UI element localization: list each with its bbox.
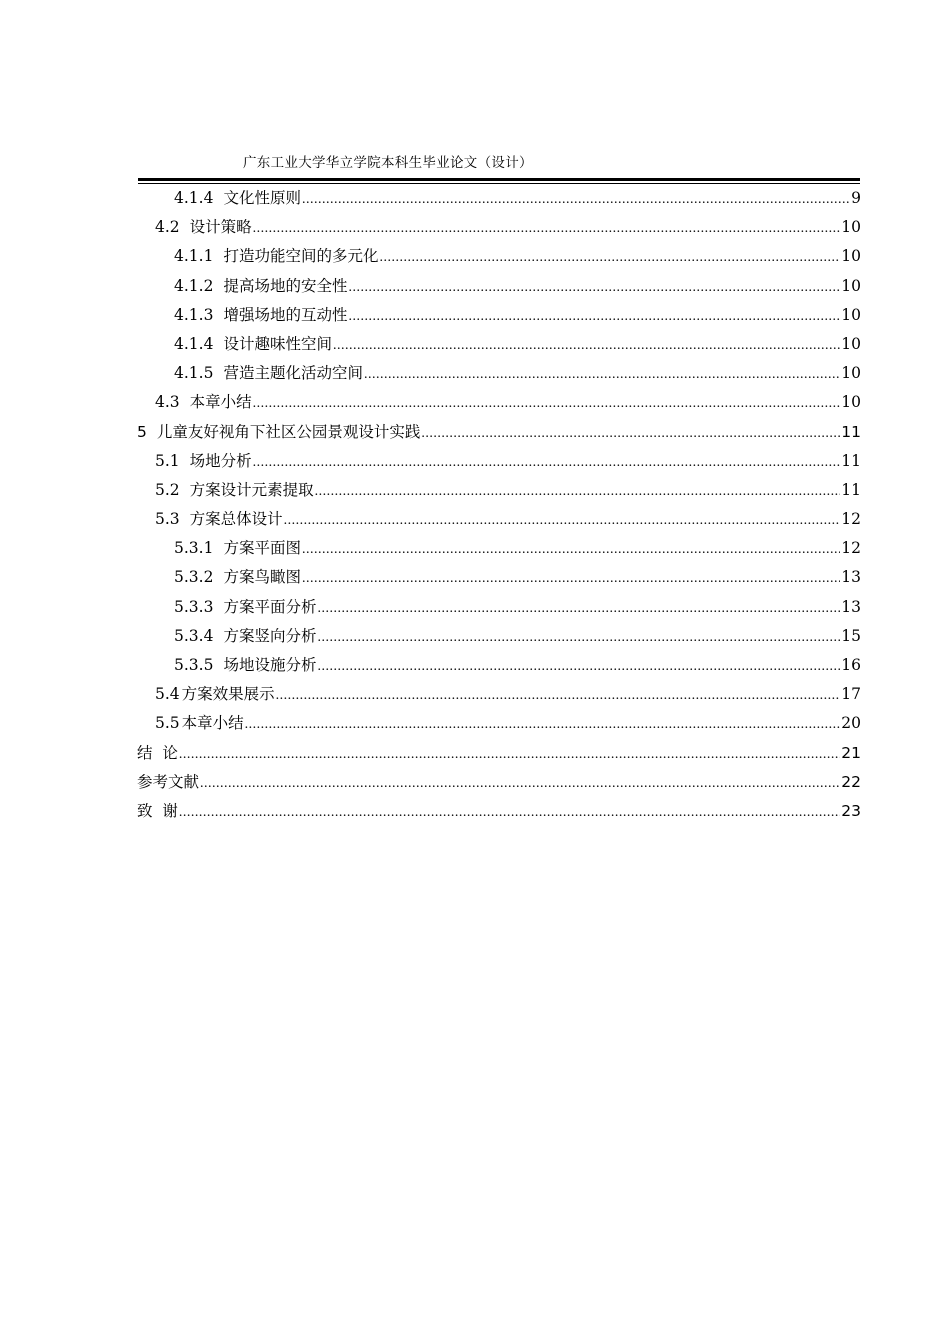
toc-dot-leader bbox=[317, 594, 840, 623]
toc-entry-title: 打造功能空间的多元化 bbox=[223, 247, 379, 266]
toc-entry-page: 10 bbox=[841, 305, 861, 324]
toc-entry-page: 21 bbox=[841, 743, 861, 762]
toc-entry-chapter-5[interactable] bbox=[137, 418, 861, 447]
toc-dot-leader bbox=[200, 769, 840, 798]
toc-entry-title: 本章小结 bbox=[181, 714, 244, 733]
toc-entry-page: 11 bbox=[841, 451, 861, 470]
toc-entry-page: 23 bbox=[841, 801, 861, 820]
toc-entry-page: 10 bbox=[841, 276, 861, 295]
toc-entry-number: 4.1.4 bbox=[174, 189, 214, 207]
toc-entry-title: 方案效果展示 bbox=[181, 685, 275, 704]
toc-dot-leader bbox=[253, 214, 841, 243]
toc-dot-leader bbox=[245, 710, 841, 739]
toc-dot-leader bbox=[253, 448, 841, 477]
toc-entry-conclusion[interactable] bbox=[137, 739, 861, 768]
toc-entry-page: 11 bbox=[841, 422, 861, 441]
toc-entry-page: 17 bbox=[841, 685, 861, 704]
toc-entry-acknowledgements[interactable] bbox=[137, 797, 861, 826]
toc-entry-number: 5.3.3 bbox=[174, 597, 214, 616]
toc-entry-5-3[interactable] bbox=[137, 505, 861, 534]
toc-entry-4-3[interactable] bbox=[137, 388, 861, 417]
toc-entry-5-4[interactable] bbox=[137, 680, 861, 709]
toc-entry-page: 10 bbox=[841, 364, 861, 383]
toc-entry-number: 5.3 bbox=[155, 510, 180, 529]
toc-entry-title: 参考文献 bbox=[137, 772, 200, 791]
toc-entry-number: 4.1.5 bbox=[174, 364, 214, 383]
toc-entry-number: 4.1.4 bbox=[174, 334, 214, 353]
toc-entry-5-3-5[interactable] bbox=[137, 651, 861, 680]
toc-entry-title: 场地分析 bbox=[189, 451, 252, 470]
toc-dot-leader bbox=[302, 564, 840, 593]
toc-dot-leader bbox=[302, 535, 840, 564]
toc-entry-number: 5.3.2 bbox=[174, 568, 214, 587]
toc-entry-page: 15 bbox=[841, 626, 861, 645]
toc-entry-title: 方案平面分析 bbox=[223, 597, 317, 616]
toc-entry-page: 10 bbox=[841, 218, 861, 237]
toc-dot-leader bbox=[317, 652, 840, 681]
toc-entry-references[interactable] bbox=[137, 768, 861, 797]
toc-entry-5-2[interactable] bbox=[137, 476, 861, 505]
toc-entry-4-1-3[interactable] bbox=[137, 301, 861, 330]
toc-entry-4-1-4-fun[interactable] bbox=[137, 330, 861, 359]
toc-entry-title: 方案平面图 bbox=[223, 539, 301, 558]
toc-entry-title: 增强场地的互动性 bbox=[223, 305, 348, 324]
toc-entry-number: 4.1.1 bbox=[174, 247, 214, 266]
toc-entry-4-2[interactable] bbox=[137, 213, 861, 242]
toc-entry-title: 场地设施分析 bbox=[223, 656, 317, 674]
toc-dot-leader bbox=[333, 331, 840, 360]
toc-entry-number: 5.3.4 bbox=[174, 626, 214, 645]
toc-entry-number: 5.4 bbox=[155, 685, 180, 704]
toc-entry-number: 5 bbox=[137, 422, 147, 441]
toc-dot-leader bbox=[179, 798, 840, 827]
toc-entry-title: 方案鸟瞰图 bbox=[223, 568, 301, 587]
toc-entry-title: 儿童友好视角下社区公园景观设计实践 bbox=[156, 422, 421, 441]
toc-dot-leader bbox=[348, 302, 840, 331]
toc-entry-5-5[interactable] bbox=[137, 709, 861, 738]
toc-entry-number: 4.3 bbox=[155, 393, 180, 412]
toc-entry-page: 9 bbox=[851, 189, 861, 207]
header-title: 广东工业大学华立学院本科生毕业论文（设计） bbox=[243, 155, 533, 171]
toc-entry-4-1-1[interactable] bbox=[137, 242, 861, 271]
toc-entry-number: 4.2 bbox=[155, 218, 180, 237]
toc-entry-title: 方案竖向分析 bbox=[223, 626, 317, 645]
toc-entry-number: 4.1.2 bbox=[174, 276, 214, 295]
toc-entry-page: 10 bbox=[841, 334, 861, 353]
toc-entry-4-1-2[interactable] bbox=[137, 272, 861, 301]
toc-entry-title: 方案设计元素提取 bbox=[189, 480, 314, 499]
toc-entry-title: 本章小结 bbox=[189, 393, 252, 412]
toc-entry-title: 设计策略 bbox=[189, 218, 252, 237]
toc-dot-leader bbox=[315, 477, 841, 506]
toc-entry-number: 5.2 bbox=[155, 480, 180, 499]
header-rule-thick bbox=[138, 178, 860, 181]
toc-entry-5-3-1[interactable] bbox=[137, 534, 861, 563]
toc-dot-leader bbox=[302, 185, 850, 214]
toc-entry-page: 22 bbox=[841, 772, 861, 791]
toc-entry-page: 10 bbox=[841, 247, 861, 266]
toc-dot-leader bbox=[179, 740, 840, 769]
table-of-contents bbox=[137, 184, 861, 826]
toc-entry-page: 11 bbox=[841, 480, 861, 499]
toc-dot-leader bbox=[348, 273, 840, 302]
toc-entry-number: 5.3.1 bbox=[174, 539, 214, 558]
toc-entry-page: 20 bbox=[841, 714, 861, 733]
toc-entry-title: 设计趣味性空间 bbox=[223, 334, 332, 353]
toc-entry-number: 5.3.5 bbox=[174, 656, 214, 674]
toc-entry-page: 13 bbox=[841, 568, 861, 587]
toc-entry-page: 13 bbox=[841, 597, 861, 616]
toc-entry-title: 提高场地的安全性 bbox=[223, 276, 348, 295]
toc-entry-number: 5.5 bbox=[155, 714, 180, 733]
toc-entry-title: 致 谢 bbox=[137, 801, 178, 820]
toc-entry-4-1-4-culture[interactable] bbox=[137, 184, 861, 213]
toc-entry-page: 12 bbox=[841, 539, 861, 558]
toc-dot-leader bbox=[284, 506, 841, 535]
toc-dot-leader bbox=[421, 419, 840, 448]
toc-entry-title: 文化性原则 bbox=[223, 189, 301, 207]
toc-entry-5-3-2[interactable] bbox=[137, 563, 861, 592]
toc-entry-number: 5.1 bbox=[155, 451, 180, 470]
toc-entry-number: 4.1.3 bbox=[174, 305, 214, 324]
toc-entry-title: 方案总体设计 bbox=[189, 510, 283, 529]
toc-dot-leader bbox=[364, 360, 840, 389]
toc-entry-page: 16 bbox=[841, 656, 861, 674]
toc-entry-title: 营造主题化活动空间 bbox=[223, 364, 363, 383]
toc-entry-title: 结 论 bbox=[137, 743, 178, 762]
toc-dot-leader bbox=[379, 243, 840, 272]
toc-entry-page: 10 bbox=[841, 393, 861, 412]
toc-entry-5-3-3[interactable] bbox=[137, 593, 861, 622]
toc-entry-5-1[interactable] bbox=[137, 447, 861, 476]
toc-dot-leader bbox=[317, 623, 840, 652]
toc-entry-page: 12 bbox=[841, 510, 861, 529]
toc-dot-leader bbox=[253, 389, 841, 418]
toc-entry-5-3-4[interactable] bbox=[137, 622, 861, 651]
toc-dot-leader bbox=[276, 681, 841, 710]
toc-entry-4-1-5[interactable] bbox=[137, 359, 861, 388]
